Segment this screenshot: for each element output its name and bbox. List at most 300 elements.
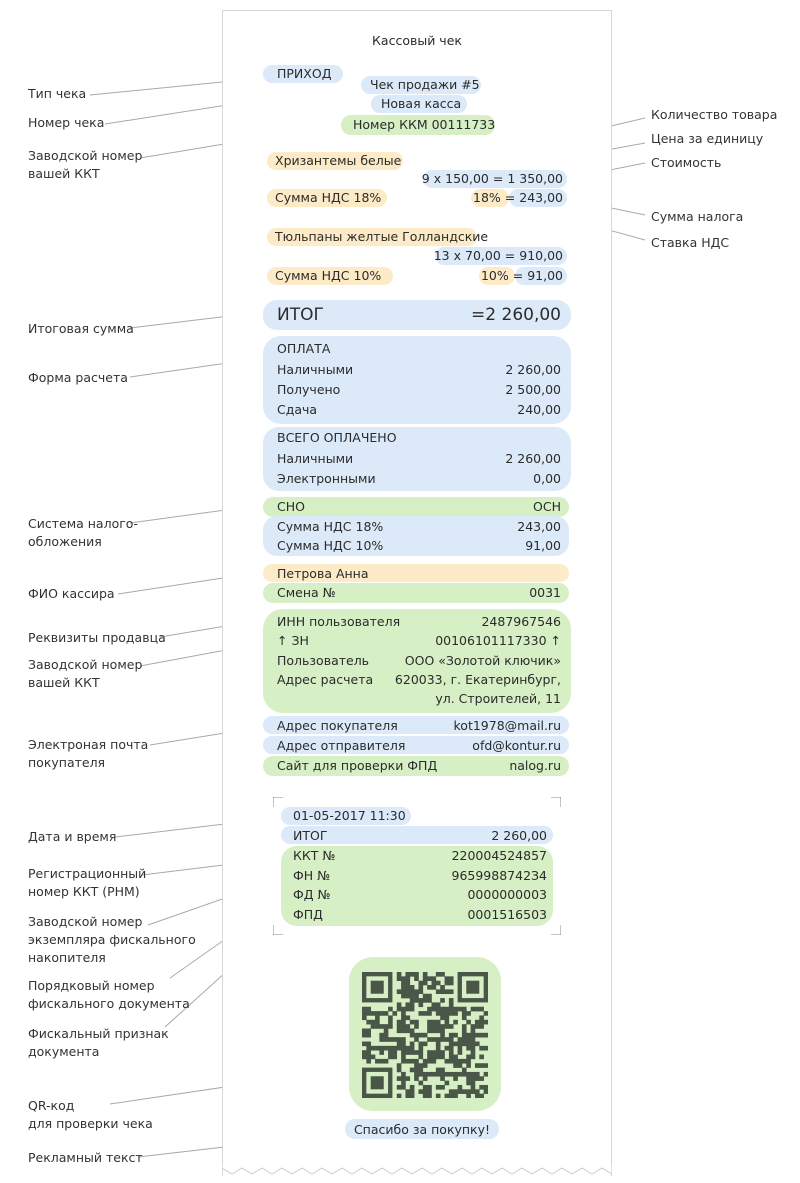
qr-module: [427, 1007, 432, 1012]
qr-module: [388, 1055, 393, 1060]
qr-module: [397, 972, 402, 977]
qr-module: [423, 998, 428, 1003]
qr-module: [405, 1050, 410, 1055]
qr-module: [405, 1002, 410, 1007]
qr-module: [453, 1089, 458, 1094]
contact-label: Сайт для проверки ФПД: [277, 758, 438, 773]
qr-module: [427, 1085, 432, 1090]
qr-module: [375, 1015, 380, 1020]
qr-module: [410, 1085, 415, 1090]
qr-module: [440, 1024, 445, 1029]
qr-module: [440, 989, 445, 994]
item-times-sign: х: [453, 248, 462, 263]
qr-module: [405, 981, 410, 986]
qr-module: [445, 1015, 450, 1020]
annotation-total-sum: Итоговая сумма: [28, 321, 134, 336]
qr-module: [401, 994, 406, 999]
qr-module: [427, 1089, 432, 1094]
qr-module: [418, 1068, 423, 1073]
annotation-kkt-factory-number-2: Заводской номер вашей ККТ: [28, 657, 143, 690]
qr-module: [436, 1024, 441, 1029]
qr-module: [397, 1076, 402, 1081]
qr-module: [366, 1007, 371, 1012]
qr-module: [410, 998, 415, 1003]
qr-module: [475, 1094, 480, 1098]
qr-module: [423, 1076, 428, 1081]
qr-module: [432, 1020, 437, 1025]
item-vat-label: Сумма НДС 18%: [275, 190, 382, 205]
qr-module: [423, 994, 428, 999]
qr-module: [418, 1046, 423, 1051]
qr-module: [401, 1059, 406, 1064]
qr-module: [414, 998, 419, 1003]
payment-row-value: 240,00: [517, 402, 561, 417]
qr-module: [366, 1033, 371, 1038]
qr-module: [418, 1033, 423, 1038]
qr-module: [436, 1002, 441, 1007]
qr-module: [436, 1020, 441, 1025]
qr-module: [379, 1046, 384, 1051]
qr-module: [401, 1046, 406, 1051]
item-vat-rate: 18%: [473, 190, 501, 205]
annotation-fn-factory-number: Заводской номер экземпляра фискального накопителя: [28, 914, 196, 965]
qr-module: [405, 1028, 410, 1033]
qr-module: [379, 1059, 384, 1064]
qr-module: [484, 1089, 488, 1094]
qr-module: [440, 1072, 445, 1077]
qr-module: [384, 1024, 389, 1029]
qr-module: [440, 1076, 445, 1081]
qr-module: [401, 1037, 406, 1042]
qr-module: [475, 1042, 480, 1047]
qr-module: [366, 1059, 371, 1064]
thanks-text: Спасибо за покупку!: [353, 1122, 491, 1137]
annotation-fd-number: Порядковый номер фискального документа: [28, 978, 190, 1011]
qr-module: [418, 1055, 423, 1060]
qr-module: [462, 1042, 467, 1047]
check-site-link[interactable]: nalog.ru: [509, 758, 561, 773]
qr-module: [432, 976, 437, 981]
qr-module: [449, 1059, 454, 1064]
qr-module: [405, 1076, 410, 1081]
qr-module: [397, 1007, 402, 1012]
total-value: =2 260,00: [471, 305, 561, 325]
qr-module: [401, 1042, 406, 1047]
receipt-title: Кассовый чек: [372, 33, 462, 48]
shift-value: 0031: [529, 585, 561, 600]
buyer-email[interactable]: kot1978@mail.ru: [453, 718, 561, 733]
qr-module: [397, 1046, 402, 1051]
qr-module: [449, 1011, 454, 1016]
item-equals-sign: =: [504, 248, 516, 263]
qr-module: [423, 1094, 428, 1098]
receipt-type: ПРИХОД: [277, 66, 332, 81]
seller-address-line-2: ул. Строителей, 11: [435, 691, 561, 706]
qr-module: [362, 1007, 367, 1012]
qr-module: [388, 1015, 393, 1020]
qr-module: [440, 1028, 445, 1033]
qr-module: [466, 1081, 471, 1086]
qr-module: [453, 1059, 458, 1064]
receipt-sale-number: Чек продажи #5: [370, 77, 480, 92]
qr-module: [471, 1089, 476, 1094]
fiscal-row-label: ФД №: [293, 887, 331, 902]
qr-module: [449, 1042, 454, 1047]
qr-module: [375, 1011, 380, 1016]
qr-module: [418, 985, 423, 990]
qr-module: [436, 1037, 441, 1042]
qr-module: [384, 1033, 389, 1038]
qr-module: [479, 1076, 484, 1081]
qr-module: [418, 1011, 423, 1016]
qr-module: [432, 1024, 437, 1029]
qr-module: [423, 972, 428, 977]
qr-module: [401, 1024, 406, 1029]
qr-module: [471, 1076, 476, 1081]
qr-module: [458, 1059, 463, 1064]
annotation-vat-rate: Ставка НДС: [651, 235, 730, 250]
qr-module: [414, 994, 419, 999]
qr-module: [423, 1063, 428, 1068]
qr-module: [397, 989, 402, 994]
qr-module: [388, 1046, 393, 1051]
qr-module: [449, 989, 454, 994]
item-quantity: 13: [433, 248, 450, 263]
qr-module: [458, 1072, 463, 1077]
qr-module: [418, 1050, 423, 1055]
qr-module: [414, 1063, 419, 1068]
fiscal-total-value: 2 260,00: [491, 828, 547, 843]
qr-module: [405, 994, 410, 999]
qr-module: [453, 1033, 458, 1038]
qr-module: [410, 1007, 415, 1012]
fiscal-row-value: 9659988742З4: [451, 868, 547, 883]
qr-module: [466, 1020, 471, 1025]
qr-module: [436, 1055, 441, 1060]
qr-module: [423, 1072, 428, 1077]
qr-module: [366, 1028, 371, 1033]
fiscal-datetime: 01-05-2017 11:30: [293, 808, 406, 823]
qr-module: [471, 1085, 476, 1090]
qr-module: [384, 1046, 389, 1051]
qr-module: [362, 1033, 367, 1038]
qr-module: [410, 1089, 415, 1094]
qr-module: [379, 1050, 384, 1055]
qr-module: [414, 1037, 419, 1042]
qr-module: [458, 1042, 463, 1047]
qr-module: [423, 1059, 428, 1064]
qr-module: [436, 1007, 441, 1012]
qr-module: [366, 1046, 371, 1051]
qr-module: [449, 998, 454, 1003]
qr-module: [449, 1050, 454, 1055]
qr-module: [453, 1094, 458, 1098]
qr-module: [405, 989, 410, 994]
qr-module: [479, 1024, 484, 1029]
qr-module: [449, 1094, 454, 1098]
qr-module: [410, 1059, 415, 1064]
qr-module: [371, 1055, 376, 1060]
qr-module: [418, 1072, 423, 1077]
item-name: Хризантемы белые: [275, 153, 402, 168]
qr-module: [375, 1024, 380, 1029]
qr-module: [462, 1072, 467, 1077]
qr-module: [423, 1089, 428, 1094]
qr-module: [436, 981, 441, 986]
paid-row-label: Электронными: [277, 471, 376, 486]
qr-module: [401, 1015, 406, 1020]
seller-user-value: ООО «Золотой ключик»: [404, 653, 561, 668]
qr-module: [423, 976, 428, 981]
qr-module: [371, 1020, 376, 1025]
qr-module: [466, 1094, 471, 1098]
qr-module: [462, 1015, 467, 1020]
qr-module: [462, 1033, 467, 1038]
qr-module: [366, 1055, 371, 1060]
qr-module: [436, 1094, 441, 1098]
annotation-cashier-name: ФИО кассира: [28, 586, 115, 601]
receipt: [222, 10, 612, 1176]
qr-module: [401, 985, 406, 990]
qr-module: [453, 1055, 458, 1060]
qr-module: [397, 1020, 402, 1025]
qr-module: [449, 1033, 454, 1038]
qr-module: [471, 1028, 476, 1033]
qr-module: [366, 1020, 371, 1025]
qr-module: [432, 1050, 437, 1055]
qr-module: [458, 1085, 463, 1090]
qr-module: [479, 1055, 484, 1060]
qr-module: [440, 1011, 445, 1016]
qr-module: [466, 1011, 471, 1016]
qr-module: [449, 1002, 454, 1007]
qr-module: [449, 981, 454, 986]
qr-module: [475, 1089, 480, 1094]
qr-module: [466, 1055, 471, 1060]
qr-module: [410, 985, 415, 990]
payment-title: ОПЛАТА: [277, 341, 331, 356]
qr-module: [432, 981, 437, 986]
item-calc: [413, 171, 563, 186]
qr-module: [475, 1024, 480, 1029]
fiscal-row-label: ФПД: [293, 907, 323, 922]
qr-module: [418, 1081, 423, 1086]
qr-module: [414, 989, 419, 994]
qr-module: [366, 1050, 371, 1055]
qr-module: [466, 1076, 471, 1081]
qr-code[interactable]: [362, 972, 488, 1098]
qr-module: [401, 1050, 406, 1055]
qr-module: [458, 1063, 463, 1068]
qr-module: [466, 1033, 471, 1038]
qr-module: [397, 1085, 402, 1090]
qr-module: [466, 1072, 471, 1077]
payment-row-value: 2 260,00: [505, 362, 561, 377]
fiscal-row-value: 0000000003: [467, 887, 547, 902]
annotation-unit-price: Цена за единицу: [651, 131, 764, 146]
qr-module: [397, 1028, 402, 1033]
qr-module: [449, 1007, 454, 1012]
qr-module: [449, 976, 454, 981]
qr-module: [479, 1007, 484, 1012]
qr-module: [440, 1085, 445, 1090]
item-vat-equals: =: [512, 268, 524, 283]
qr-module: [414, 1059, 419, 1064]
fiscal-total-label: ИТОГ: [293, 828, 328, 843]
qr-module: [479, 1094, 484, 1098]
qr-module: [418, 1063, 423, 1068]
qr-module: [432, 1002, 437, 1007]
qr-module: [440, 1068, 445, 1073]
qr-module: [471, 1081, 476, 1086]
item-vat-sum: 243,00: [519, 190, 563, 205]
qr-module: [414, 1068, 419, 1073]
qr-module: [362, 1055, 367, 1060]
qr-module: [432, 1007, 437, 1012]
qr-module: [392, 1046, 397, 1051]
qr-module: [466, 1042, 471, 1047]
qr-module: [423, 1011, 428, 1016]
payment-row-label: Сдача: [277, 402, 318, 417]
qr-module: [462, 1011, 467, 1016]
qr-module: [445, 1046, 450, 1051]
qr-module: [440, 985, 445, 990]
qr-module: [401, 1085, 406, 1090]
qr-module: [453, 1007, 458, 1012]
qr-module: [458, 1089, 463, 1094]
item-cost: 910,00: [519, 248, 563, 263]
qr-module: [388, 1007, 393, 1012]
paid-row-label: Наличными: [277, 451, 354, 466]
item-calc: [413, 248, 563, 263]
qr-module: [479, 1063, 484, 1068]
qr-module: [414, 1050, 419, 1055]
qr-module: [410, 1068, 415, 1073]
qr-module: [436, 1050, 441, 1055]
qr-module: [410, 989, 415, 994]
qr-module: [471, 1007, 476, 1012]
qr-module: [410, 1028, 415, 1033]
qr-module: [423, 1085, 428, 1090]
qr-module: [384, 1037, 389, 1042]
qr-module: [427, 985, 432, 990]
qr-module: [384, 1028, 389, 1033]
qr-module: [414, 1020, 419, 1025]
qr-module: [440, 998, 445, 1003]
qr-module: [475, 1063, 480, 1068]
qr-module: [401, 976, 406, 981]
torn-edge: [222, 1166, 612, 1176]
qr-module: [427, 1055, 432, 1060]
annotation-receipt-type: Тип чека: [28, 86, 87, 101]
qr-module: [484, 1033, 488, 1038]
annotation-tax-amount: Сумма налога: [651, 209, 744, 224]
qr-module: [414, 1076, 419, 1081]
qr-module: [471, 1024, 476, 1029]
qr-module: [362, 1050, 367, 1055]
qr-module: [427, 1011, 432, 1016]
qr-module: [384, 1011, 389, 1016]
qr-module: [427, 1050, 432, 1055]
qr-module: [375, 1059, 380, 1064]
annotation-datetime: Дата и время: [28, 829, 117, 844]
qr-module: [449, 1055, 454, 1060]
qr-module: [401, 1028, 406, 1033]
qr-module: [405, 976, 410, 981]
seller-address-label: Адрес расчета: [277, 672, 374, 687]
qr-module: [397, 1037, 402, 1042]
qr-module: [484, 1072, 488, 1077]
qr-module: [475, 1007, 480, 1012]
item-vat: [443, 268, 563, 283]
fiscal-row-value: 220004524857: [451, 848, 547, 863]
fiscal-row-label: ФН №: [293, 868, 331, 883]
payment-row-label: Наличными: [277, 362, 354, 377]
item-times-sign: х: [433, 171, 442, 186]
qr-module: [388, 1020, 393, 1025]
item-vat-label: Сумма НДС 10%: [275, 268, 382, 283]
annotation-tax-system: Система налого- обложения: [28, 516, 138, 549]
qr-module: [449, 1072, 454, 1077]
qr-module: [401, 989, 406, 994]
qr-module: [462, 1028, 467, 1033]
qr-module: [471, 1046, 476, 1051]
qr-module: [466, 1063, 471, 1068]
annotation-advert-text: Рекламный текст: [28, 1150, 143, 1165]
seller-zn-label: ↑ ЗН: [277, 633, 309, 648]
qr-module: [466, 1089, 471, 1094]
item-quantity: 9: [421, 171, 430, 186]
qr-module: [440, 1037, 445, 1042]
qr-module: [432, 985, 437, 990]
annotation-fiscal-sign: Фискальный признак документа: [28, 1026, 169, 1059]
qr-module: [462, 1068, 467, 1073]
qr-module: [401, 1076, 406, 1081]
qr-module: [414, 1072, 419, 1077]
qr-module: [458, 1007, 463, 1012]
qr-module: [432, 1059, 437, 1064]
fiscal-row-label: ККТ №: [293, 848, 336, 863]
qr-module: [410, 1094, 415, 1098]
qr-module: [440, 1007, 445, 1012]
qr-module: [445, 1072, 450, 1077]
qr-module: [462, 1089, 467, 1094]
qr-module: [453, 1020, 458, 1025]
seller-address-line-1: 620033, г. Екатеринбург,: [394, 672, 561, 687]
qr-module: [462, 1024, 467, 1029]
qr-module: [362, 1042, 367, 1047]
qr-module: [436, 1042, 441, 1047]
contact-label: Адрес отправителя: [277, 738, 406, 753]
qr-module: [423, 1033, 428, 1038]
qr-module: [445, 976, 450, 981]
annotation-seller-details: Реквизиты продавца: [28, 630, 166, 645]
qr-module: [427, 1059, 432, 1064]
qr-module: [427, 994, 432, 999]
item-vat-equals: =: [504, 190, 516, 205]
qr-module: [418, 981, 423, 986]
qr-module: [410, 994, 415, 999]
sno-label: СНО: [277, 499, 305, 514]
sender-email[interactable]: ofd@kontur.ru: [472, 738, 561, 753]
annotation-qr-code: QR-код для проверки чека: [28, 1098, 153, 1131]
qr-module: [379, 1024, 384, 1029]
qr-module: [379, 1037, 384, 1042]
qr-module: [397, 1002, 402, 1007]
qr-module: [449, 1089, 454, 1094]
qr-module: [379, 1011, 384, 1016]
qr-module: [371, 1046, 376, 1051]
